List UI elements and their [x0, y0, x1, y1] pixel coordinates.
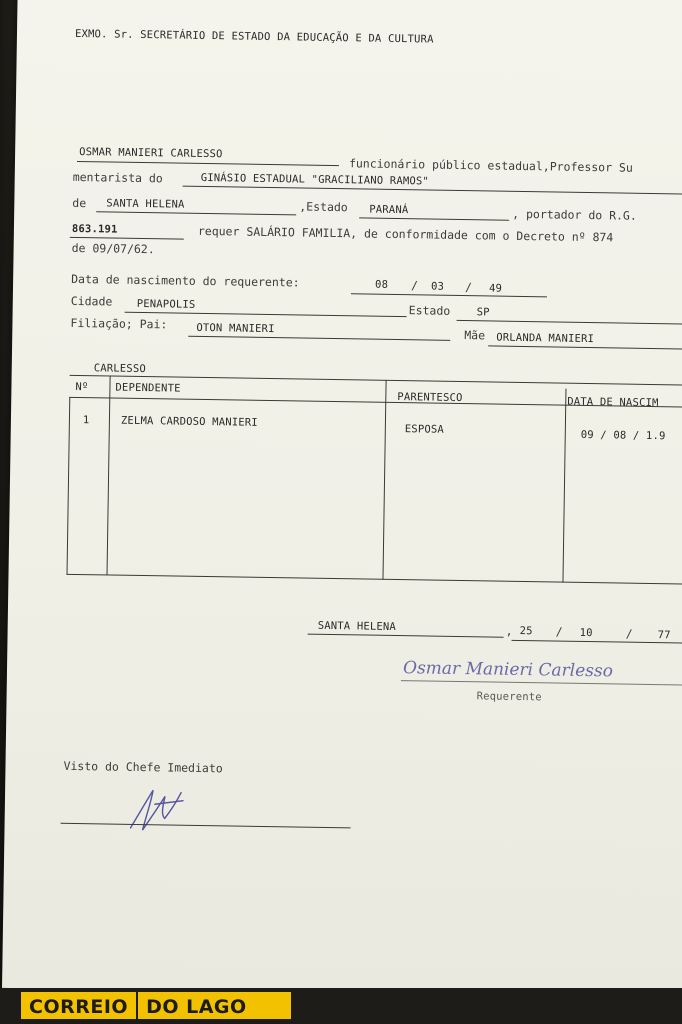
signoff-comma: ,: [505, 623, 513, 638]
birth-state: SP: [476, 306, 490, 319]
supervisor-underline: [61, 823, 351, 829]
signoff-month: 10: [579, 626, 593, 640]
signoff-year: 77: [657, 629, 671, 642]
supervisor-signature-mark: [124, 784, 195, 837]
birth-city-underline: [125, 312, 407, 317]
logo-part-1: CORREIO: [21, 992, 136, 1019]
city-name: SANTA HELENA: [106, 197, 185, 211]
signoff-place: SANTA HELENA: [317, 619, 397, 634]
header-num: Nº: [75, 380, 89, 394]
city-underline: [96, 211, 296, 215]
document-sheet: [2, 0, 682, 999]
signoff-date-underline: [512, 640, 682, 644]
applicant-name: OSMAR MANIERI CARLESSO: [79, 145, 223, 161]
row-birth: 09 / 08 / 1.9: [580, 428, 666, 443]
header-kinship: PARENTESCO: [397, 391, 463, 405]
birth-state-underline: [457, 320, 682, 325]
state-label: Estado: [408, 303, 451, 318]
role-text-2: mentarista do: [72, 169, 163, 186]
role-text-1: funcionário público estadual,Professor Su: [348, 156, 633, 175]
mother-underline: [488, 345, 682, 349]
logo-part-2: DO LAGO: [136, 992, 291, 1019]
supervisor-label: Visto do Chefe Imediato: [63, 758, 223, 776]
birth-month: 03: [430, 280, 445, 293]
signoff-day: 25: [519, 624, 533, 638]
filiacao-label: Filiação; Pai:: [70, 315, 168, 332]
signoff-sep-1: /: [555, 624, 563, 639]
birth-city: PENAPOLIS: [136, 297, 196, 311]
mother-name: ORLANDA MANIERI: [496, 331, 595, 346]
addressee-heading: EXMO. Sr. SECRETÁRIO DE ESTADO DA EDUCAÇÃO E DA CULTURA: [74, 27, 434, 46]
rg-underline: [70, 237, 184, 240]
birth-label: Data de nascimento do requerente:: [71, 271, 300, 290]
watermark-logo: [20, 991, 292, 1020]
rg-number: 863.191: [71, 222, 118, 236]
city-label: Cidade: [70, 293, 113, 309]
estado-label: ,Estado: [299, 199, 348, 215]
father-name: OTON MANIERI: [196, 321, 275, 336]
request-text: requer SALÁRIO FAMILIA, de conformidade com o Decreto nº 874: [197, 223, 614, 245]
decree-date: de 09/07/62.: [71, 240, 155, 257]
birth-underline: [351, 293, 547, 297]
state-name: PARANÁ: [369, 203, 409, 217]
table-bottom-border: [67, 574, 682, 585]
header-birth: DATA DE NASCIM: [567, 395, 659, 410]
birth-sep-1: /: [410, 278, 419, 293]
father-underline: [188, 336, 450, 341]
portador-label: , portador do R.G.: [512, 206, 637, 223]
state-underline: [359, 217, 509, 220]
birth-year: 49: [488, 282, 503, 295]
table-pre-label: CARLESSO: [93, 362, 147, 376]
table-divider-2: [382, 380, 386, 580]
header-dependent: DEPENDENTE: [115, 381, 181, 395]
signoff-sep-2: /: [625, 626, 633, 641]
row-num: 1: [82, 414, 90, 427]
table-divider-3: [562, 389, 566, 583]
birth-day: 08: [375, 278, 389, 291]
signature-underline: [401, 680, 682, 686]
name-underline: [77, 161, 339, 166]
row-kinship: ESPOSA: [404, 423, 445, 436]
birth-sep-2: /: [464, 280, 473, 295]
de-label: de: [72, 195, 87, 211]
table-left-border: [67, 397, 71, 575]
signoff-place-underline: [308, 634, 504, 638]
mother-label: Mãe: [464, 328, 486, 343]
row-name: ZELMA CARDOSO MANIERI: [120, 414, 258, 429]
table-divider-1: [107, 375, 111, 575]
requerente-label: Requerente: [476, 690, 542, 704]
school-name: GINÁSIO ESTADUAL "GRACILIANO RAMOS": [200, 171, 430, 188]
requerente-signature: Osmar Manieri Carlesso: [402, 658, 614, 682]
school-underline: [183, 186, 682, 195]
